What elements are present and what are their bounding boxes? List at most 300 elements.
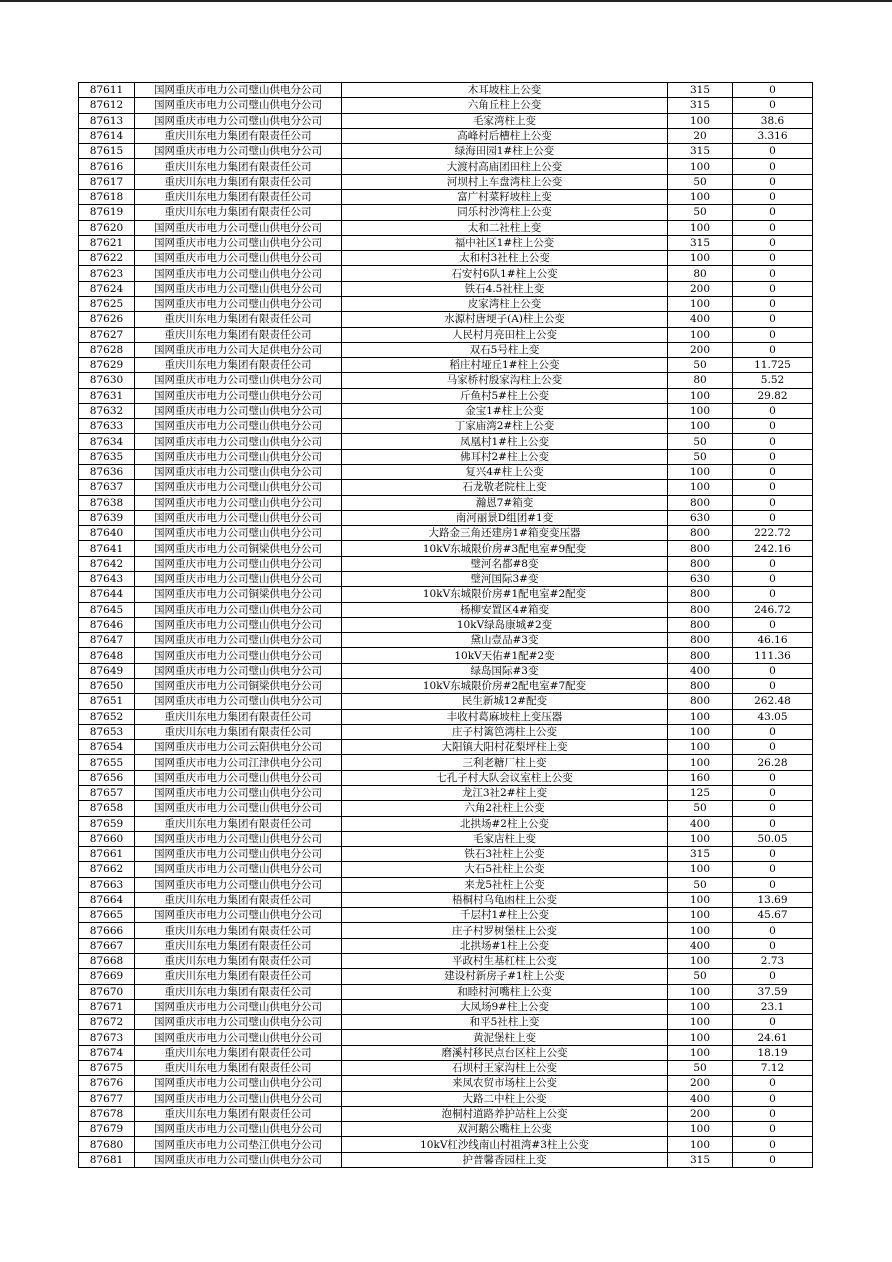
table-row <box>79 526 813 541</box>
table-row <box>79 954 813 969</box>
table-row <box>79 113 813 128</box>
row-id-cell: 87630 <box>79 373 135 388</box>
capacity-cell: 100 <box>668 189 733 204</box>
capacity-cell: 800 <box>668 495 733 510</box>
value-cell: 0 <box>733 327 813 342</box>
row-id-cell: 87647 <box>79 633 135 648</box>
capacity-cell: 50 <box>668 434 733 449</box>
capacity-cell: 800 <box>668 541 733 556</box>
capacity-cell: 50 <box>668 449 733 464</box>
row-id-cell: 87662 <box>79 862 135 877</box>
table-row <box>79 740 813 755</box>
company-cell: 国网重庆市电力公司璧山供电分公司 <box>135 801 342 816</box>
capacity-cell: 400 <box>668 312 733 327</box>
capacity-cell: 315 <box>668 1152 733 1167</box>
company-cell: 重庆川东电力集团有限责任公司 <box>135 892 342 907</box>
transformer-name-cell: 石龙敬老院柱上变 <box>342 480 668 495</box>
row-id-cell: 87624 <box>79 281 135 296</box>
capacity-cell: 100 <box>668 296 733 311</box>
transformer-name-cell: 黛山壹品#3变 <box>342 633 668 648</box>
capacity-cell: 400 <box>668 938 733 953</box>
transformer-name-cell: 黄泥堡柱上变 <box>342 1030 668 1045</box>
company-cell: 国网重庆市电力公司大足供电分公司 <box>135 342 342 357</box>
row-id-cell: 87621 <box>79 235 135 250</box>
company-cell: 国网重庆市电力公司璧山供电分公司 <box>135 1091 342 1106</box>
company-cell: 重庆川东电力集团有限责任公司 <box>135 954 342 969</box>
company-cell: 重庆川东电力集团有限责任公司 <box>135 984 342 999</box>
transformer-name-cell: 南河丽景D组团#1变 <box>342 510 668 525</box>
row-id-cell: 87629 <box>79 358 135 373</box>
transformer-name-cell: 北拱场#1柱上公变 <box>342 938 668 953</box>
table-row <box>79 999 813 1014</box>
company-cell: 国网重庆市电力公司璧山供电分公司 <box>135 510 342 525</box>
transformer-name-cell: 建设村新房子#1柱上公变 <box>342 969 668 984</box>
transformer-name-cell: 丰收村葛麻坡柱上变压器 <box>342 709 668 724</box>
row-id-cell: 87618 <box>79 189 135 204</box>
value-cell: 0 <box>733 678 813 693</box>
row-id-cell: 87660 <box>79 831 135 846</box>
value-cell: 0 <box>733 342 813 357</box>
value-cell: 3.316 <box>733 128 813 143</box>
capacity-cell: 800 <box>668 587 733 602</box>
value-cell: 0 <box>733 1122 813 1137</box>
table-row <box>79 984 813 999</box>
value-cell: 0 <box>733 495 813 510</box>
row-id-cell: 87654 <box>79 740 135 755</box>
table-row <box>79 373 813 388</box>
row-id-cell: 87622 <box>79 251 135 266</box>
row-id-cell: 87681 <box>79 1152 135 1167</box>
row-id-cell: 87653 <box>79 724 135 739</box>
table-row <box>79 755 813 770</box>
transformer-name-cell: 大渡村高庙团田柱上公变 <box>342 159 668 174</box>
table-row <box>79 1061 813 1076</box>
table-row <box>79 251 813 266</box>
company-cell: 重庆川东电力集团有限责任公司 <box>135 159 342 174</box>
company-cell: 国网重庆市电力公司璧山供电分公司 <box>135 296 342 311</box>
table-row <box>79 938 813 953</box>
company-cell: 重庆川东电力集团有限责任公司 <box>135 1061 342 1076</box>
capacity-cell: 800 <box>668 556 733 571</box>
capacity-cell: 125 <box>668 785 733 800</box>
value-cell: 0 <box>733 587 813 602</box>
transformer-name-cell: 民生新城12#配变 <box>342 694 668 709</box>
transformer-name-cell: 璧河国际3#变 <box>342 572 668 587</box>
row-id-cell: 87664 <box>79 892 135 907</box>
company-cell: 国网重庆市电力公司璧山供电分公司 <box>135 220 342 235</box>
transformer-name-cell: 金宝1#柱上公变 <box>342 403 668 418</box>
company-cell: 国网重庆市电力公司璧山供电分公司 <box>135 1015 342 1030</box>
table-row <box>79 602 813 617</box>
capacity-cell: 800 <box>668 694 733 709</box>
company-cell: 重庆川东电力集团有限责任公司 <box>135 1045 342 1060</box>
transformer-name-cell: 绿岛国际#3变 <box>342 663 668 678</box>
company-cell: 国网重庆市电力公司璧山供电分公司 <box>135 770 342 785</box>
company-cell: 国网重庆市电力公司璧山供电分公司 <box>135 144 342 159</box>
row-id-cell: 87680 <box>79 1137 135 1152</box>
capacity-cell: 100 <box>668 709 733 724</box>
capacity-cell: 100 <box>668 724 733 739</box>
company-cell: 国网重庆市电力公司璧山供电分公司 <box>135 1076 342 1091</box>
row-id-cell: 87626 <box>79 312 135 327</box>
row-id-cell: 87645 <box>79 602 135 617</box>
value-cell: 0 <box>733 189 813 204</box>
company-cell: 国网重庆市电力公司璧山供电分公司 <box>135 266 342 281</box>
transformer-name-cell: 复兴4#柱上公变 <box>342 465 668 480</box>
row-id-cell: 87638 <box>79 495 135 510</box>
table-row <box>79 541 813 556</box>
company-cell: 国网重庆市电力公司璧山供电分公司 <box>135 465 342 480</box>
value-cell: 0 <box>733 847 813 862</box>
capacity-cell: 100 <box>668 984 733 999</box>
capacity-cell: 200 <box>668 1106 733 1121</box>
row-id-cell: 87644 <box>79 587 135 602</box>
value-cell: 45.67 <box>733 908 813 923</box>
transformer-name-cell: 来凤农贸市场柱上公变 <box>342 1076 668 1091</box>
table-row <box>79 205 813 220</box>
transformer-name-cell: 铁石3社柱上公变 <box>342 847 668 862</box>
value-cell: 0 <box>733 403 813 418</box>
transformer-name-cell: 七孔子村大队会议室柱上公变 <box>342 770 668 785</box>
capacity-cell: 800 <box>668 602 733 617</box>
value-cell: 0 <box>733 938 813 953</box>
capacity-cell: 100 <box>668 755 733 770</box>
row-id-cell: 87661 <box>79 847 135 862</box>
capacity-cell: 315 <box>668 83 733 98</box>
company-cell: 国网重庆市电力公司铜梁供电分公司 <box>135 678 342 693</box>
transformer-name-cell: 铁石4.5社柱上变 <box>342 281 668 296</box>
capacity-cell: 800 <box>668 633 733 648</box>
transformer-name-cell: 太和村3社柱上公变 <box>342 251 668 266</box>
capacity-cell: 400 <box>668 663 733 678</box>
row-id-cell: 87672 <box>79 1015 135 1030</box>
row-id-cell: 87669 <box>79 969 135 984</box>
row-id-cell: 87668 <box>79 954 135 969</box>
company-cell: 国网重庆市电力公司璧山供电分公司 <box>135 495 342 510</box>
transformer-name-cell: 护普馨香园柱上变 <box>342 1152 668 1167</box>
transformer-name-cell: 丁家庙湾2#柱上公变 <box>342 419 668 434</box>
table-row <box>79 801 813 816</box>
transformer-name-cell: 高峰村后槽柱上公变 <box>342 128 668 143</box>
row-id-cell: 87641 <box>79 541 135 556</box>
company-cell: 国网重庆市电力公司璧山供电分公司 <box>135 663 342 678</box>
transformer-name-cell: 10kV天佑#1配#2变 <box>342 648 668 663</box>
company-cell: 国网重庆市电力公司璧山供电分公司 <box>135 480 342 495</box>
company-cell: 国网重庆市电力公司璧山供电分公司 <box>135 98 342 113</box>
transformer-name-cell: 人民村月亮田柱上公变 <box>342 327 668 342</box>
row-id-cell: 87615 <box>79 144 135 159</box>
transformer-name-cell: 绿海田园1#柱上公变 <box>342 144 668 159</box>
row-id-cell: 87617 <box>79 174 135 189</box>
value-cell: 37.59 <box>733 984 813 999</box>
capacity-cell: 50 <box>668 877 733 892</box>
table-row <box>79 403 813 418</box>
company-cell: 国网重庆市电力公司璧山供电分公司 <box>135 617 342 632</box>
company-cell: 重庆川东电力集团有限责任公司 <box>135 128 342 143</box>
row-id-cell: 87663 <box>79 877 135 892</box>
capacity-cell: 400 <box>668 816 733 831</box>
capacity-cell: 100 <box>668 1045 733 1060</box>
row-id-cell: 87612 <box>79 98 135 113</box>
row-id-cell: 87616 <box>79 159 135 174</box>
value-cell: 23.1 <box>733 999 813 1014</box>
value-cell: 0 <box>733 312 813 327</box>
table-row <box>79 449 813 464</box>
company-cell: 重庆川东电力集团有限责任公司 <box>135 189 342 204</box>
row-id-cell: 87636 <box>79 465 135 480</box>
transformer-name-cell: 瀚恩7#箱变 <box>342 495 668 510</box>
row-id-cell: 87648 <box>79 648 135 663</box>
capacity-cell: 100 <box>668 113 733 128</box>
value-cell: 0 <box>733 98 813 113</box>
transformer-name-cell: 来龙5社柱上公变 <box>342 877 668 892</box>
company-cell: 重庆川东电力集团有限责任公司 <box>135 327 342 342</box>
company-cell: 国网重庆市电力公司璧山供电分公司 <box>135 419 342 434</box>
value-cell: 0 <box>733 816 813 831</box>
capacity-cell: 50 <box>668 801 733 816</box>
company-cell: 重庆川东电力集团有限责任公司 <box>135 1106 342 1121</box>
row-id-cell: 87656 <box>79 770 135 785</box>
table-row <box>79 434 813 449</box>
company-cell: 国网重庆市电力公司云阳供电分公司 <box>135 740 342 755</box>
row-id-cell: 87639 <box>79 510 135 525</box>
table-row <box>79 342 813 357</box>
value-cell: 0 <box>733 449 813 464</box>
company-cell: 国网重庆市电力公司璧山供电分公司 <box>135 1152 342 1167</box>
row-id-cell: 87673 <box>79 1030 135 1045</box>
row-id-cell: 87679 <box>79 1122 135 1137</box>
value-cell: 262.48 <box>733 694 813 709</box>
table-row <box>79 159 813 174</box>
transformer-name-cell: 斤鱼村5#柱上公变 <box>342 388 668 403</box>
value-cell: 29.82 <box>733 388 813 403</box>
table-row <box>79 189 813 204</box>
transformer-name-cell: 木耳坡柱上公变 <box>342 83 668 98</box>
row-id-cell: 87637 <box>79 480 135 495</box>
company-cell: 国网重庆市电力公司璧山供电分公司 <box>135 526 342 541</box>
row-id-cell: 87678 <box>79 1106 135 1121</box>
value-cell: 0 <box>733 510 813 525</box>
table-row <box>79 465 813 480</box>
company-cell: 国网重庆市电力公司璧山供电分公司 <box>135 83 342 98</box>
table-row <box>79 1122 813 1137</box>
capacity-cell: 100 <box>668 480 733 495</box>
capacity-cell: 200 <box>668 1076 733 1091</box>
row-id-cell: 87667 <box>79 938 135 953</box>
capacity-cell: 315 <box>668 98 733 113</box>
transformer-name-cell: 毛家店柱上变 <box>342 831 668 846</box>
value-cell: 13.69 <box>733 892 813 907</box>
table-row <box>79 816 813 831</box>
transformer-name-cell: 三利老糖厂柱上变 <box>342 755 668 770</box>
table-row <box>79 1152 813 1167</box>
value-cell: 0 <box>733 556 813 571</box>
transformer-name-cell: 水源村唐埂子(A)柱上公变 <box>342 312 668 327</box>
capacity-cell: 100 <box>668 908 733 923</box>
company-cell: 国网重庆市电力公司铜梁供电分公司 <box>135 541 342 556</box>
capacity-cell: 100 <box>668 831 733 846</box>
table-row <box>79 709 813 724</box>
transformer-name-cell: 大石5社柱上公变 <box>342 862 668 877</box>
capacity-cell: 100 <box>668 999 733 1014</box>
table-row <box>79 908 813 923</box>
transformer-name-cell: 大阳镇大阳村花梨坪柱上变 <box>342 740 668 755</box>
value-cell: 0 <box>733 251 813 266</box>
capacity-cell: 630 <box>668 510 733 525</box>
row-id-cell: 87631 <box>79 388 135 403</box>
table-body <box>79 83 813 1168</box>
row-id-cell: 87652 <box>79 709 135 724</box>
transformer-name-cell: 石坝村王家沟柱上公变 <box>342 1061 668 1076</box>
company-cell: 重庆川东电力集团有限责任公司 <box>135 709 342 724</box>
row-id-cell: 87677 <box>79 1091 135 1106</box>
company-cell: 国网重庆市电力公司璧山供电分公司 <box>135 877 342 892</box>
row-id-cell: 87650 <box>79 678 135 693</box>
table-row <box>79 785 813 800</box>
table-row <box>79 1091 813 1106</box>
transformer-name-cell: 10kV绿岛康城#2变 <box>342 617 668 632</box>
table-row <box>79 358 813 373</box>
table-row <box>79 877 813 892</box>
value-cell: 0 <box>733 1137 813 1152</box>
capacity-cell: 400 <box>668 1091 733 1106</box>
capacity-cell: 100 <box>668 388 733 403</box>
value-cell: 242.16 <box>733 541 813 556</box>
transformer-name-cell: 马家桥村殷家沟柱上公变 <box>342 373 668 388</box>
capacity-cell: 50 <box>668 174 733 189</box>
row-id-cell: 87628 <box>79 342 135 357</box>
table-row <box>79 587 813 602</box>
transformer-name-cell: 磨溪村移民点台区柱上公变 <box>342 1045 668 1060</box>
transformer-name-cell: 北拱场#2柱上公变 <box>342 816 668 831</box>
table-row <box>79 648 813 663</box>
capacity-cell: 100 <box>668 465 733 480</box>
transformer-table <box>78 82 813 1168</box>
value-cell: 0 <box>733 770 813 785</box>
value-cell: 0 <box>733 205 813 220</box>
transformer-name-cell: 皮家湾柱上公变 <box>342 296 668 311</box>
row-id-cell: 87613 <box>79 113 135 128</box>
table-row <box>79 663 813 678</box>
capacity-cell: 100 <box>668 159 733 174</box>
table-row <box>79 862 813 877</box>
capacity-cell: 50 <box>668 1061 733 1076</box>
row-id-cell: 87676 <box>79 1076 135 1091</box>
table-row <box>79 419 813 434</box>
company-cell: 国网重庆市电力公司璧山供电分公司 <box>135 235 342 250</box>
capacity-cell: 20 <box>668 128 733 143</box>
value-cell: 43.05 <box>733 709 813 724</box>
value-cell: 24.61 <box>733 1030 813 1045</box>
capacity-cell: 100 <box>668 403 733 418</box>
table-row <box>79 266 813 281</box>
table-row <box>79 327 813 342</box>
capacity-cell: 800 <box>668 648 733 663</box>
transformer-name-cell: 10kV东城限价房#3配电室#9配变 <box>342 541 668 556</box>
capacity-cell: 100 <box>668 862 733 877</box>
row-id-cell: 87627 <box>79 327 135 342</box>
value-cell: 222.72 <box>733 526 813 541</box>
company-cell: 重庆川东电力集团有限责任公司 <box>135 969 342 984</box>
company-cell: 重庆川东电力集团有限责任公司 <box>135 724 342 739</box>
capacity-cell: 100 <box>668 1137 733 1152</box>
row-id-cell: 87632 <box>79 403 135 418</box>
capacity-cell: 50 <box>668 358 733 373</box>
table-row <box>79 388 813 403</box>
value-cell: 0 <box>733 740 813 755</box>
row-id-cell: 87625 <box>79 296 135 311</box>
table-row <box>79 83 813 98</box>
capacity-cell: 100 <box>668 1122 733 1137</box>
table-row <box>79 1030 813 1045</box>
company-cell: 国网重庆市电力公司璧山供电分公司 <box>135 694 342 709</box>
transformer-name-cell: 璧河名都#8变 <box>342 556 668 571</box>
value-cell: 0 <box>733 801 813 816</box>
company-cell: 国网重庆市电力公司铜梁供电分公司 <box>135 587 342 602</box>
transformer-name-cell: 大路二中柱上公变 <box>342 1091 668 1106</box>
company-cell: 国网重庆市电力公司璧山供电分公司 <box>135 602 342 617</box>
transformer-name-cell: 泡桐村道路养护站柱上公变 <box>342 1106 668 1121</box>
value-cell: 0 <box>733 1076 813 1091</box>
value-cell: 246.72 <box>733 602 813 617</box>
table-row <box>79 296 813 311</box>
transformer-name-cell: 杨柳安置区4#箱变 <box>342 602 668 617</box>
table-row <box>79 1015 813 1030</box>
value-cell: 0 <box>733 724 813 739</box>
capacity-cell: 50 <box>668 205 733 220</box>
row-id-cell: 87640 <box>79 526 135 541</box>
value-cell: 0 <box>733 220 813 235</box>
transformer-name-cell: 稻庄村垭丘1#柱上公变 <box>342 358 668 373</box>
value-cell: 0 <box>733 1152 813 1167</box>
value-cell: 50.05 <box>733 831 813 846</box>
company-cell: 国网重庆市电力公司璧山供电分公司 <box>135 908 342 923</box>
value-cell: 0 <box>733 923 813 938</box>
value-cell: 0 <box>733 785 813 800</box>
value-cell: 0 <box>733 296 813 311</box>
transformer-name-cell: 同乐村沙湾柱上公变 <box>342 205 668 220</box>
transformer-name-cell: 凤凰村1#柱上公变 <box>342 434 668 449</box>
row-id-cell: 87659 <box>79 816 135 831</box>
capacity-cell: 100 <box>668 740 733 755</box>
table-row <box>79 847 813 862</box>
transformer-name-cell: 富广村菜籽坡柱上变 <box>342 189 668 204</box>
capacity-cell: 100 <box>668 954 733 969</box>
company-cell: 国网重庆市电力公司璧山供电分公司 <box>135 862 342 877</box>
transformer-name-cell: 福中社区1#柱上公变 <box>342 235 668 250</box>
capacity-cell: 315 <box>668 235 733 250</box>
row-id-cell: 87634 <box>79 434 135 449</box>
company-cell: 国网重庆市电力公司璧山供电分公司 <box>135 1122 342 1137</box>
capacity-cell: 315 <box>668 847 733 862</box>
row-id-cell: 87614 <box>79 128 135 143</box>
transformer-name-cell: 10kV杠沙线南山村祖湾#3柱上公变 <box>342 1137 668 1152</box>
value-cell: 0 <box>733 617 813 632</box>
row-id-cell: 87666 <box>79 923 135 938</box>
company-cell: 国网重庆市电力公司璧山供电分公司 <box>135 373 342 388</box>
table-row <box>79 144 813 159</box>
company-cell: 国网重庆市电力公司璧山供电分公司 <box>135 1030 342 1045</box>
transformer-name-cell: 千层村1#柱上公变 <box>342 908 668 923</box>
table-row <box>79 235 813 250</box>
company-cell: 国网重庆市电力公司璧山供电分公司 <box>135 388 342 403</box>
table-row <box>79 694 813 709</box>
capacity-cell: 160 <box>668 770 733 785</box>
company-cell: 国网重庆市电力公司璧山供电分公司 <box>135 449 342 464</box>
row-id-cell: 87671 <box>79 999 135 1014</box>
transformer-name-cell: 双河鹅公嘴柱上公变 <box>342 1122 668 1137</box>
company-cell: 重庆川东电力集团有限责任公司 <box>135 358 342 373</box>
